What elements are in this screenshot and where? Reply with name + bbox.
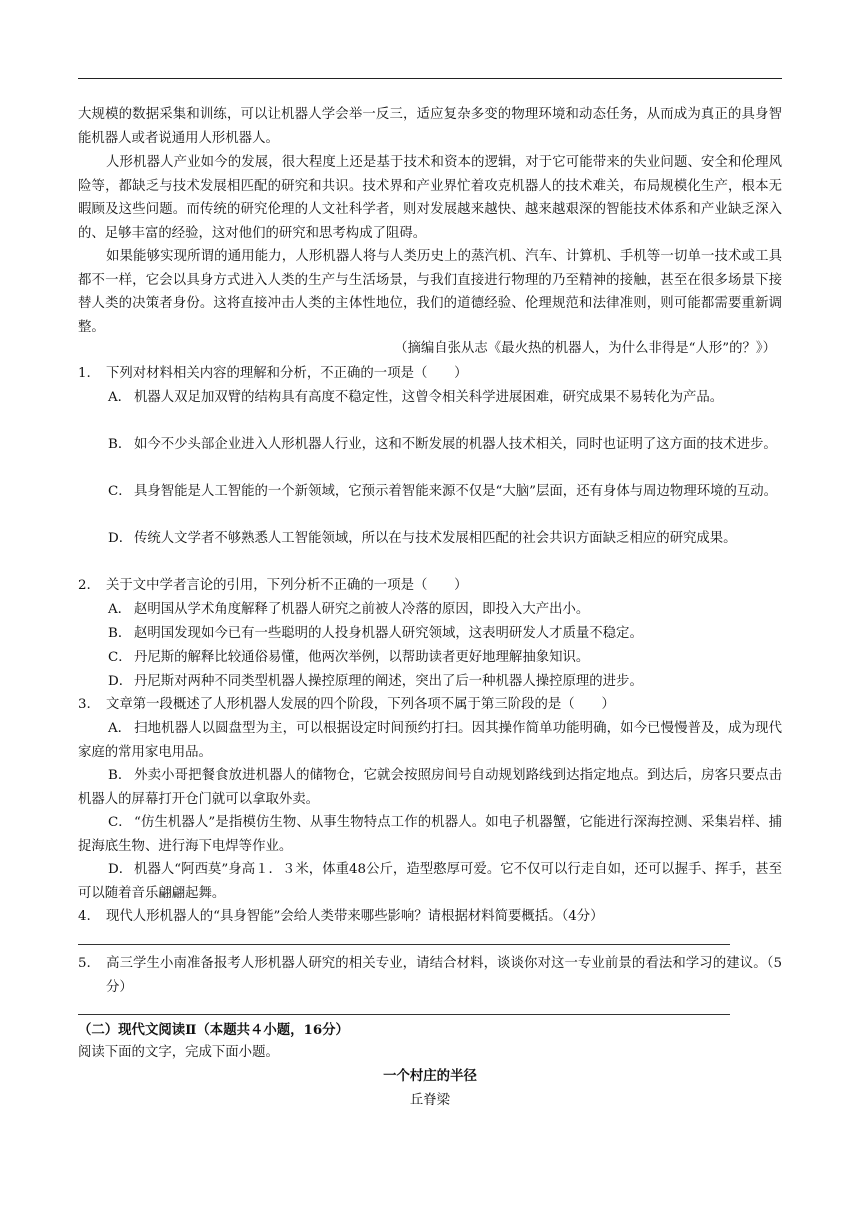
question-3 xyxy=(78,693,782,717)
question-stem: 文章第一段概述了人形机器人发展的四个阶段，下列各项不属于第三阶段的是（ ） xyxy=(106,697,615,712)
q3-option-b: B． 外卖小哥把餐食放进机器人的储物仓，它就会按照房间号自动规划路线到达指定地点。到达后，房客只要点击机器人的屏幕打开仓门就可以拿取外卖。 xyxy=(78,768,782,807)
question-number: 3. xyxy=(78,697,91,712)
question-5 xyxy=(78,952,782,999)
q2-option-b: B． 赵明国发现如今已有一些聪明的人投身机器人研究领域，这表明研发人才质量不稳定。 xyxy=(108,626,643,641)
q1-option-c: C． 具身智能是人工智能的一个新领域，它预示着智能来源不仅是“大脑”层面，还有身体与周边物理环境的互动。 xyxy=(108,484,778,499)
answer-line-q4 xyxy=(78,944,730,945)
q2-option-d: D． 丹尼斯对两种不同类型机器人操控原理的阐述，突出了后一种机器人操控原理的进步。 xyxy=(108,674,643,689)
answer-line-q5 xyxy=(78,1014,730,1015)
passage-paragraph-1: 大规模的数据采集和训练，可以让机器人学会举一反三，适应复杂多变的物理环境和动态任务，从而成为真正的具身智能机器人或者说通用人形机器人。 xyxy=(78,107,782,146)
passage-paragraph-2: 人形机器人产业如今的发展，很大程度上还是基于技术和资本的逻辑，对于它可能带来的失业问题、安全和伦理风险等，都缺乏与技术发展相匹配的研究和共识。技术界和产业界忙着攻克机器人的技术难关，布局规模化生产，根本无暇顾及这些问题。而传统的研究伦理的人文社科学者，则对发展越来越快、越来越艰深的智能技术体系和产业缺乏深入的、足够丰富的经验，这对他们的研究和思考构成了阻碍。 xyxy=(78,155,782,241)
q1-option-d: D． 传统人文学者不够熟悉人工智能领域，所以在与技术发展相匹配的社会共识方面缺乏相应的研究成果。 xyxy=(108,531,737,546)
question-number: 5. xyxy=(78,956,91,971)
article-author: 丘脊梁 xyxy=(409,1093,451,1108)
question-4 xyxy=(78,905,782,929)
question-number: 2. xyxy=(78,578,91,593)
section-instruction: 阅读下面的文字，完成下面小题。 xyxy=(78,1045,279,1060)
section-heading: （二）现代文阅读Ⅱ（本题共４小题，16分） xyxy=(78,1022,349,1038)
question-stem: 高三学生小南准备报考人形机器人研究的相关专业，请结合材料，谈谈你对这一专业前景的看法和学习的建议。（5分） xyxy=(106,956,782,995)
question-stem: 关于文中学者言论的引用，下列分析不正确的一项是（ ） xyxy=(106,578,468,593)
q3-option-d: D． 机器人“阿西莫”身高１．３米，体重48公斤，造型憨厚可爱。它不仅可以行走自如，还可以握手、挥手，甚至可以随着音乐翩翩起舞。 xyxy=(78,862,782,901)
top-rule xyxy=(78,78,782,79)
question-2 xyxy=(78,574,782,598)
question-stem: 现代人形机器人的“具身智能”会给人类带来哪些影响？请根据材料简要概括。（4分） xyxy=(106,909,604,924)
q1-option-a: A． 机器人双足加双臂的结构具有高度不稳定性，这曾令相关科学进展困难，研究成果不易转化为产品。 xyxy=(108,390,724,405)
question-1 xyxy=(78,362,782,386)
question-stem: 下列对材料相关内容的理解和分析，不正确的一项是（ ） xyxy=(106,366,468,381)
passage-source: （摘编自张从志《最火热的机器人，为什么非得是“人形”的？》） xyxy=(394,341,776,356)
question-number: 1. xyxy=(78,366,91,381)
article-title: 一个村庄的半径 xyxy=(383,1068,477,1084)
q3-option-c: C． “仿生机器人”是指模仿生物、从事生物特点工作的机器人。如电子机器蟹，它能进行深海控测、采集岩样、捕捉海底生物、进行海下电焊等作业。 xyxy=(78,815,782,854)
q3-option-a: A． 扫地机器人以圆盘型为主，可以根据设定时间预约打扫。因其操作简单功能明确，如今已慢慢普及，成为现代家庭的常用家电用品。 xyxy=(78,721,782,760)
q2-option-a: A． 赵明国从学术角度解释了机器人研究之前被人冷落的原因，即投入大产出小。 xyxy=(108,602,590,617)
q1-option-b: B． 如今不少头部企业进入人形机器人行业，这和不断发展的机器人技术相关，同时也证明了这方面的技术进步。 xyxy=(108,437,777,452)
q2-option-c: C． 丹尼斯的解释比较通俗易懂，他两次举例，以帮助读者更好地理解抽象知识。 xyxy=(108,650,590,665)
passage-paragraph-3: 如果能够实现所谓的通用能力，人形机器人将与人类历史上的蒸汽机、汽车、计算机、手机等一切单一技术或工具都不一样，它会以具身方式进入人类的生产与生活场景，与我们直接进行物理的乃至精神的接触，甚至在很多场景下接替人类的决策者身份。这将直接冲击人类的主体性地位，我们的道德经验、伦理规范和法律准则，则可能都需要重新调整。 xyxy=(78,249,782,335)
question-number: 4. xyxy=(78,909,91,924)
